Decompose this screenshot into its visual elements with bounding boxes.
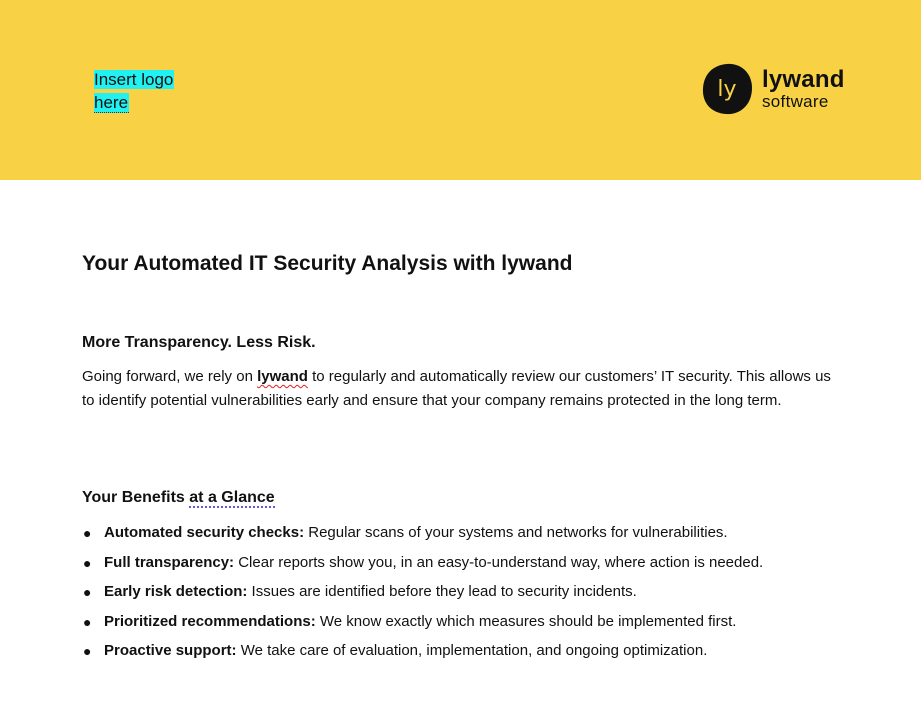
intro-paragraph (82, 365, 842, 413)
list-item (82, 610, 862, 640)
list-item-text: Regular scans of your systems and networks for vulnerabilities. (304, 524, 728, 541)
list-item-text: We know exactly which measures should be implemented first. (315, 612, 737, 630)
list-item (82, 580, 862, 610)
bullet-icon: ● (83, 613, 92, 630)
bullet-icon: ● (83, 554, 92, 571)
list-item-label: Automated security checks: (104, 524, 305, 541)
lywand-logo-icon (700, 62, 754, 116)
logo-placeholder[interactable] (94, 68, 174, 114)
benefits-list (82, 521, 862, 669)
list-item (82, 639, 862, 669)
benefits-heading-plain: Your Benefits (82, 489, 190, 506)
list-item-label: Proactive support: (104, 642, 237, 659)
list-item-label: Prioritized recommendations: (104, 612, 316, 630)
logo-placeholder-line1: Insert logo (94, 70, 174, 89)
list-item (82, 551, 862, 581)
brand-logo (700, 62, 845, 116)
list-item-label: Early risk detection: (104, 583, 248, 600)
intro-brand-word: lywand (257, 368, 308, 385)
logo-placeholder-line2: here (94, 93, 129, 112)
bullet-icon: ● (83, 584, 92, 600)
intro-text-before: Going forward, we rely on (82, 368, 258, 385)
brand-name: lywand (762, 66, 845, 93)
list-item (82, 521, 862, 551)
bullet-icon: ● (83, 643, 92, 659)
list-item-text: Clear reports show you, in an easy-to-understand way, where action is needed. (234, 553, 764, 571)
brand-text (762, 68, 845, 110)
brand-sub: software (762, 92, 829, 111)
list-item-label: Full transparency: (104, 553, 235, 571)
brand-mark-letters: ly (717, 77, 737, 102)
page-title: Your Automated IT Security Analysis with lywand (82, 252, 573, 275)
bullet-icon: ● (83, 525, 92, 541)
intro-text-after: to regularly and automatically review our customers’ IT security. This allows us to identify potential vulnerabilities early and ensure that your company remains protected in the long term. (82, 368, 831, 409)
header-band (0, 0, 921, 180)
benefits-heading-marked: at a Glance (189, 489, 275, 506)
list-item-text: Issues are identified before they lead to security incidents. (247, 583, 637, 600)
section-heading-transparency: More Transparency. Less Risk. (82, 334, 316, 351)
section-heading-benefits (82, 489, 275, 507)
list-item-text: We take care of evaluation, implementation, and ongoing optimization. (236, 642, 708, 659)
